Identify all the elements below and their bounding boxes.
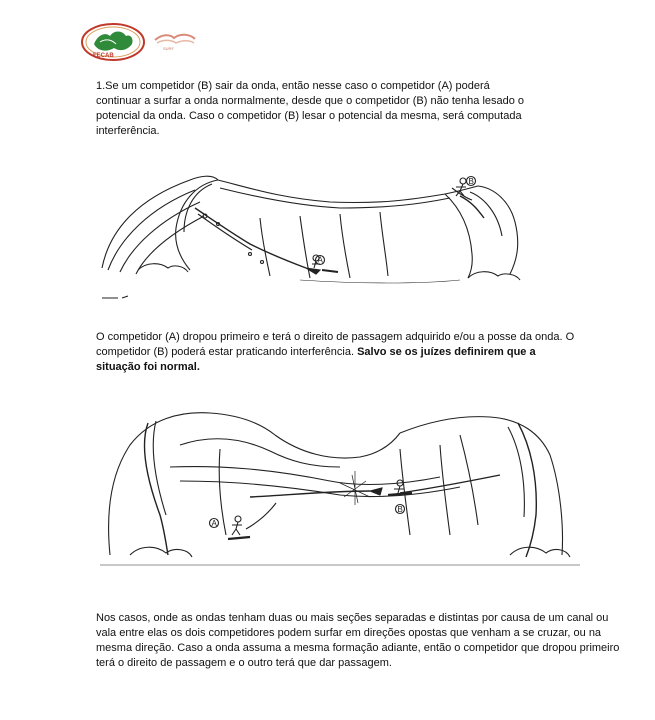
wave-illustration-2 xyxy=(100,405,580,575)
rule-paragraph-3: Nos casos, onde as ondas tenham duas ou mais seções separadas e distintas por causa de um canal ou vala entre elas os dois competidores podem surfar em direções opostas que venham a se cruzar, ou na mesma direção. Caso a onda assuma a mesma formação adiante, então o competidor que dropou primeiro terá o direito de passagem e o outro terá que dar passagem. xyxy=(96,612,620,669)
rule-paragraph-1: 1.Se um competidor (B) sair da onda, então nesse caso o competidor (A) poderá continuar a surfar a onda normalmente, desde que o competidor (B) não tenha lesado o potencial da onda. Caso o competidor (B) lesar o potencial da mesma, será computada interferência. xyxy=(96,80,525,137)
svg-text:FECAB: FECAB xyxy=(93,53,114,59)
svg-text:SURF: SURF xyxy=(163,46,174,51)
surf-logo xyxy=(152,30,198,52)
svg-text:A: A xyxy=(211,519,217,528)
federation-logo xyxy=(80,22,146,62)
rule-paragraph-2 xyxy=(96,330,576,375)
svg-text:A: A xyxy=(317,255,323,265)
svg-text:B: B xyxy=(468,177,474,186)
paragraph-2-bold: Salvo se os juízes definirem que a situação foi normal. xyxy=(96,346,536,373)
paragraph-2-text: O competidor (A) dropou primeiro e terá o direito de passagem adquirido e/ou a posse da onda. O competidor (B) poderá estar praticando interferência. xyxy=(96,331,575,358)
wave-illustration-1 xyxy=(100,158,540,308)
svg-text:B: B xyxy=(397,505,403,514)
